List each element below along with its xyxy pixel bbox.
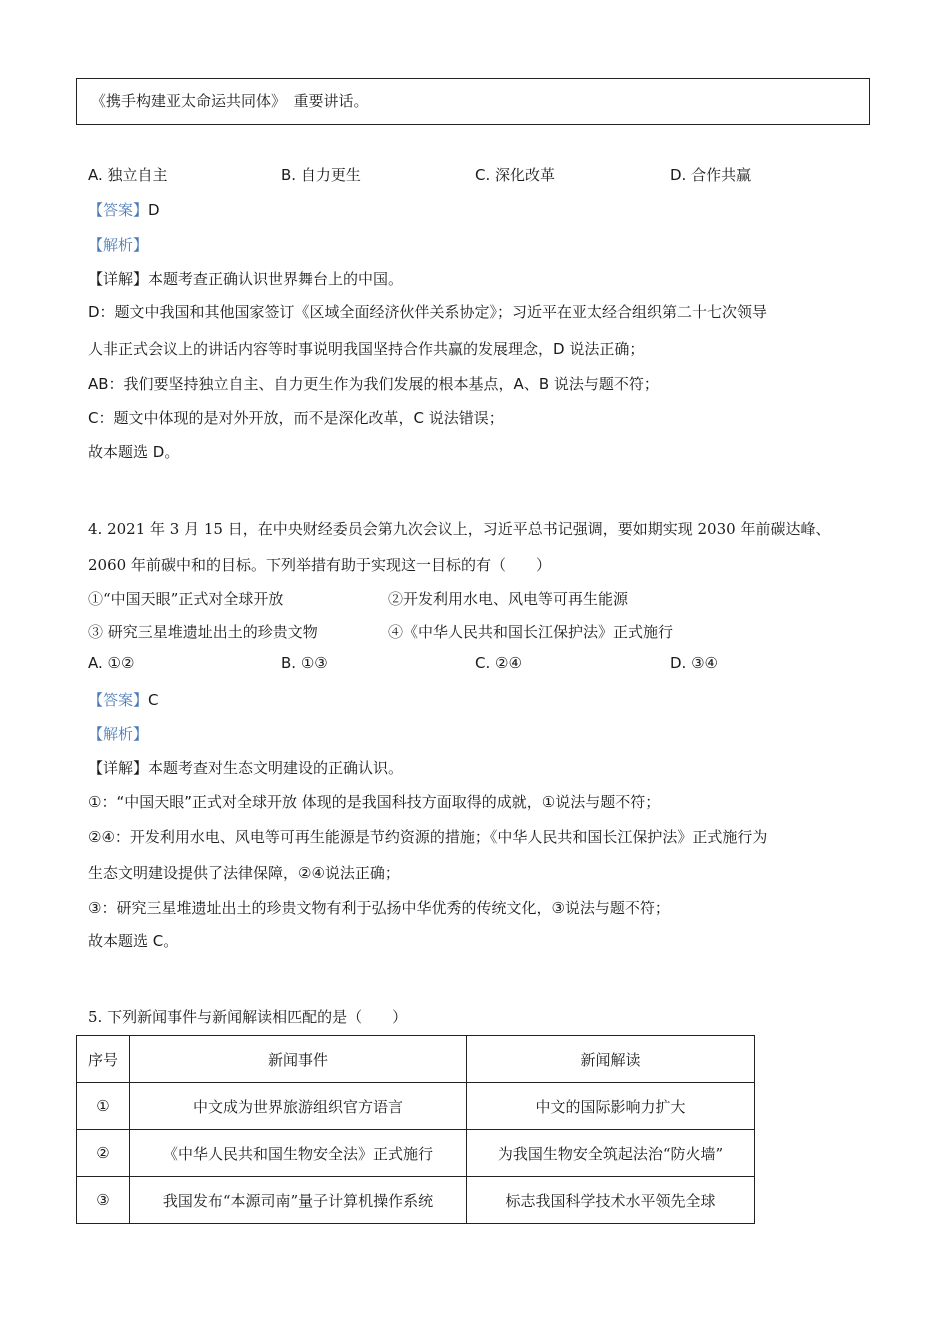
q4-option-a: A. ①②	[88, 654, 135, 672]
table-cell: 标志我国科学技术水平领先全球	[467, 1177, 755, 1224]
q3-line-4: C：题文中体现的是对外开放，而不是深化改革，C 说法错误；	[88, 409, 504, 427]
q4-stem-line-2: 2060 年前碳中和的目标。下列举措有助于实现这一目标的有（ ）	[88, 556, 551, 574]
q4-line-1: ①：“中国天眼”正式对全球开放 体现的是我国科技方面取得的成就，①说法与题不符；	[88, 793, 661, 811]
material-box	[76, 78, 870, 125]
q3-detail	[88, 268, 403, 289]
table-cell: 为我国生物安全筑起法治“防火墙”	[467, 1130, 755, 1177]
q3-option-b: B. 自力更生	[281, 166, 361, 184]
q3-option-c: C. 深化改革	[475, 166, 556, 184]
q3-answer	[88, 199, 160, 220]
table-row	[77, 1083, 755, 1130]
q3-detail-intro: 本题考查正确认识世界舞台上的中国。	[148, 270, 404, 288]
table-cell: 中文的国际影响力扩大	[467, 1083, 755, 1130]
q4-line-2: ②④：开发利用水电、风电等可再生能源是节约资源的措施；《中华人民共和国长江保护法》正式施行为	[88, 828, 768, 846]
table-header-row	[77, 1036, 755, 1083]
q4-item-4: ④《中华人民共和国长江保护法》正式施行	[388, 623, 674, 641]
q4-analysis-tag: 【解析】	[88, 725, 149, 743]
table-row	[77, 1177, 755, 1224]
q4-line-5: 故本题选 C。	[88, 932, 179, 950]
table-cell: ③	[77, 1177, 130, 1224]
q3-answer-tag: 【答案】	[88, 201, 149, 219]
header-cell: 新闻解读	[467, 1036, 755, 1083]
table-cell: ①	[77, 1083, 130, 1130]
q4-line-3: 生态文明建设提供了法律保障，②④说法正确；	[88, 864, 400, 882]
table-cell: 《中华人民共和国生物安全法》正式施行	[130, 1130, 467, 1177]
q3-line-5: 故本题选 D。	[88, 443, 180, 461]
q4-detail-tag: 【详解】	[88, 759, 149, 777]
q4-option-d: D. ③④	[670, 654, 718, 672]
news-table	[76, 1035, 755, 1224]
header-cell: 序号	[77, 1036, 130, 1083]
q4-item-2: ②开发利用水电、风电等可再生能源	[388, 590, 629, 608]
table-cell: 中文成为世界旅游组织官方语言	[130, 1083, 467, 1130]
q4-answer	[88, 689, 159, 710]
q3-analysis-tag: 【解析】	[88, 236, 149, 254]
header-cell: 新闻事件	[130, 1036, 467, 1083]
q3-option-d: D. 合作共赢	[670, 166, 752, 184]
q4-stem-line-1: 4. 2021 年 3 月 15 日，在中央财经委员会第九次会议上，习近平总书记强调，要如期实现 2030 年前碳达峰、	[88, 520, 831, 538]
table-row	[77, 1130, 755, 1177]
q4-item-1: ①“中国天眼”正式对全球开放	[88, 590, 284, 608]
table-cell: 我国发布“本源司南”量子计算机操作系统	[130, 1177, 467, 1224]
q3-line-2: 人非正式会议上的讲话内容等时事说明我国坚持合作共赢的发展理念，D 说法正确；	[88, 340, 645, 358]
q3-line-1: D：题文中我国和其他国家签订《区域全面经济伙伴关系协定》；习近平在亚太经合组织第二十七次领导	[88, 303, 768, 321]
q4-option-c: C. ②④	[475, 654, 522, 672]
q4-detail-intro: 本题考查对生态文明建设的正确认识。	[148, 759, 404, 777]
q4-answer-value: C	[148, 691, 159, 709]
q3-option-a: A. 独立自主	[88, 166, 168, 184]
q4-line-4: ③：研究三星堆遗址出土的珍贵文物有利于弘扬中华优秀的传统文化，③说法与题不符；	[88, 899, 670, 917]
q3-line-3: AB：我们要坚持独立自主、自力更生作为我们发展的根本基点，A、B 说法与题不符；	[88, 375, 659, 393]
q4-detail	[88, 757, 403, 778]
q4-option-b: B. ①③	[281, 654, 328, 672]
q3-answer-value: D	[148, 201, 160, 219]
q4-item-3: ③ 研究三星堆遗址出土的珍贵文物	[88, 623, 318, 641]
table-cell: ②	[77, 1130, 130, 1177]
q3-detail-tag: 【详解】	[88, 270, 149, 288]
q4-answer-tag: 【答案】	[88, 691, 149, 709]
q5-stem: 5. 下列新闻事件与新闻解读相匹配的是（ ）	[88, 1008, 408, 1026]
material-text: 《携手构建亚太命运共同体》 重要讲话。	[91, 92, 369, 110]
